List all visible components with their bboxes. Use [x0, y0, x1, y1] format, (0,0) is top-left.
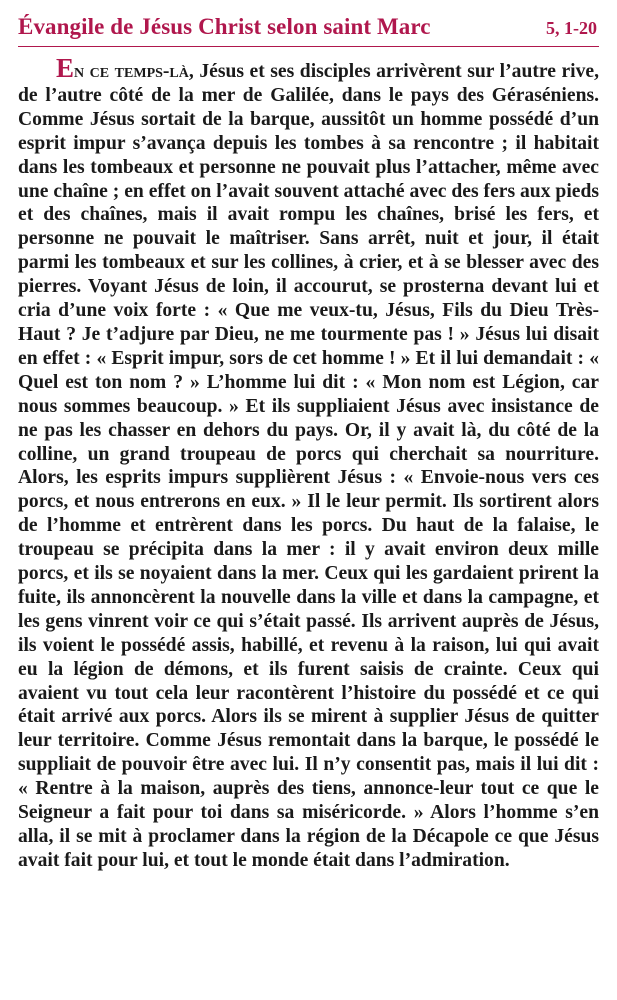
gospel-passage: [18, 53, 599, 873]
page-header: [18, 14, 599, 47]
passage-text: Jésus et ses disciples arrivèrent sur l’autre rive, de l’autre côté de la mer de Galilée, dans le pays des Géraséniens. Comme Jésus sortait de la barque, aussitôt un homme possédé d’un esprit impur s’avança depuis les tombes à sa rencontre ; il habitait dans les tombeaux et personne ne pouvait plus l’attacher, même avec une chaîne ; en effet on l’avait souvent attaché avec des fers aux pieds et des chaînes, mais il avait rompu les chaînes, brisé les fers, et personne ne pouvait le maîtriser. Sans arrêt, nuit et jour, il était parmi les tombeaux et sur les collines, à crier, et à se blesser avec des pierres. Voyant Jésus de loin, il accourut, se prosterna devant lui et cria d’une voix forte : « Que me veux-tu, Jésus, Fils du Dieu Très-Haut ? Je t’adjure par Dieu, ne me tourmente pas ! » Jésus lui disait en effet : « Esprit impur, sors de cet homme ! » Et il lui demandait : « Quel est ton nom ? » L’homme lui dit : « Mon nom est Légion, car nous sommes beaucoup. » Et ils suppliaient Jésus avec insistance de ne pas les chasser en dehors du pays. Or, il y avait là, du côté de la colline, un grand troupeau de porcs qui cherchait sa nourriture. Alors, les esprits impurs supplièrent Jésus : « Envoie-nous vers ces porcs, et nous entrerons en eux. » Il le leur permit. Ils sortirent alors de l’homme et entrèrent dans les porcs. Du haut de la falaise, le troupeau se précipita dans la mer : il y avait environ deux mille porcs, et ils se noyaient dans la mer. Ceux qui les gardaient prirent la fuite, ils annoncèrent la nouvelle dans la ville et dans la campagne, et les gens vinrent voir ce qui s’était passé. Ils arrivent auprès de Jésus, ils voient le possédé assis, habillé, et revenu à la raison, lui qui avait eu la légion de démons, et ils furent saisis de crainte. Ceux qui avaient vu tout cela leur racontèrent l’histoire du possédé et ce qui était arrivé aux porcs. Alors ils se mirent à supplier Jésus de quitter leur territoire. Comme Jésus remontait dans la barque, le possédé le suppliait de pouvoir être avec lui. Il n’y consentit pas, mais il lui dit : « Rentre à la maison, auprès des tiens, annonce-leur tout ce que le Seigneur a fait pour toi dans sa miséricorde. » Alors l’homme s’en alla, il se mit à proclamer dans la région de la Décapole ce que Jésus avait fait pour lui, et tout le monde était dans l’admiration.: [18, 61, 599, 871]
lead-in-phrase: n ce temps-là,: [74, 61, 194, 82]
drop-cap: E: [56, 53, 75, 83]
scripture-reference: 5, 1-20: [546, 18, 597, 38]
page-title: Évangile de Jésus Christ selon saint Marc: [18, 14, 431, 39]
